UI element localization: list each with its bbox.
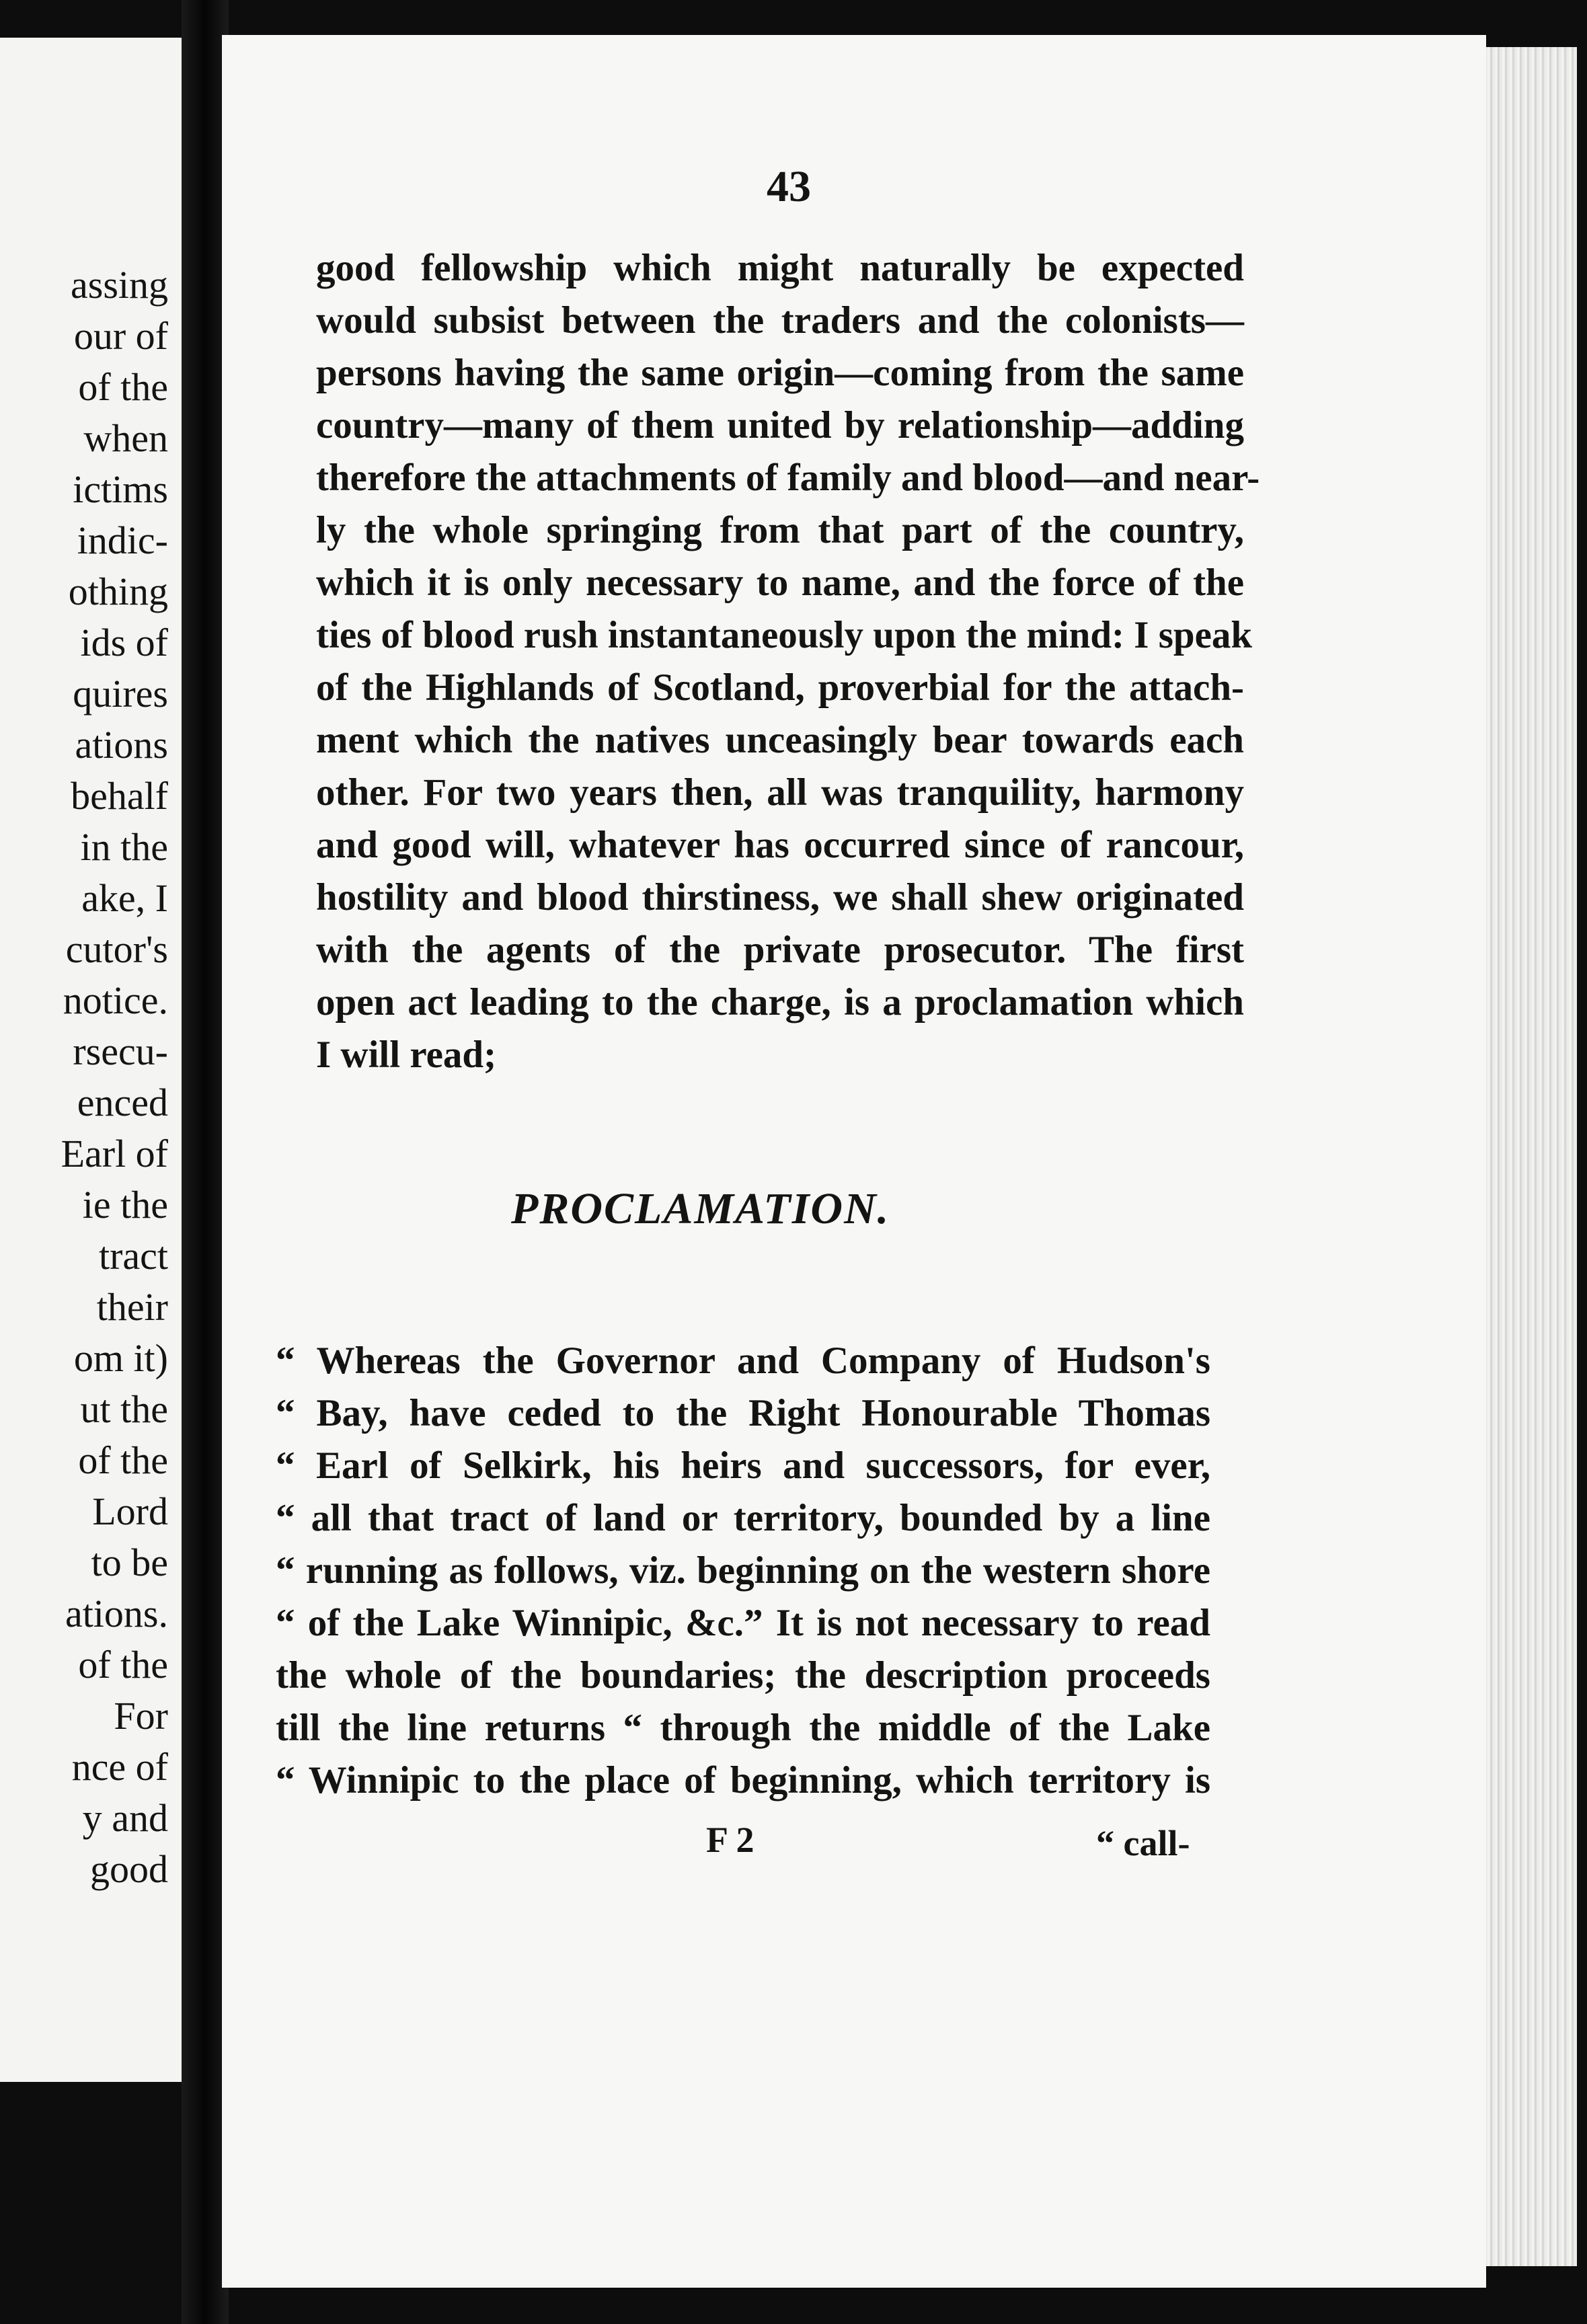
page-edges bbox=[1486, 47, 1577, 2266]
body-line: open act leading to the charge, is a proclamation which bbox=[316, 981, 1244, 1023]
left-page-line: to be bbox=[91, 1541, 168, 1584]
body-line: hostility and blood thirstiness, we shall shew originated bbox=[316, 876, 1244, 919]
left-page-line: our of bbox=[73, 314, 168, 358]
body-line: with the agents of the private prosecutor. The first bbox=[316, 929, 1244, 971]
left-page-line: ictims bbox=[73, 467, 168, 511]
proclamation-quote bbox=[276, 1335, 1210, 1807]
left-page-line: indic- bbox=[77, 518, 168, 562]
left-page-line: rsecu- bbox=[73, 1030, 168, 1073]
quote-line: “ of the Lake Winnipic, &c.” It is not necessary to read bbox=[276, 1602, 1210, 1644]
signature-mark: F 2 bbox=[706, 1820, 754, 1860]
left-page bbox=[0, 38, 195, 2082]
left-page-line: ut the bbox=[80, 1387, 168, 1431]
page-number: 43 bbox=[767, 162, 811, 211]
left-page-line: enced bbox=[77, 1081, 168, 1124]
body-line: other. For two years then, all was tranquility, harmony bbox=[316, 771, 1244, 814]
left-page-line: ake, I bbox=[81, 876, 168, 920]
left-page-line: of the bbox=[78, 365, 168, 409]
left-page-line: othing bbox=[68, 570, 168, 613]
body-line: persons having the same origin—coming from the same bbox=[316, 352, 1244, 394]
left-page-line: Lord bbox=[92, 1489, 168, 1533]
left-page-line: y and bbox=[82, 1796, 168, 1840]
left-page-line: Earl of bbox=[61, 1132, 168, 1175]
left-page-line: ations. bbox=[65, 1592, 168, 1635]
left-page-line: notice. bbox=[63, 978, 168, 1022]
quote-line: “ Bay, have ceded to the Right Honourable Thomas bbox=[276, 1392, 1210, 1434]
body-line: ly the whole springing from that part of the country, bbox=[316, 509, 1244, 551]
quote-line: “ Earl of Selkirk, his heirs and successors, for ever, bbox=[276, 1444, 1210, 1487]
body-line: and good will, whatever has occurred since of rancour, bbox=[316, 824, 1244, 866]
left-page-line: ids of bbox=[80, 621, 168, 664]
body-line: ment which the natives unceasingly bear towards each bbox=[316, 719, 1244, 761]
quote-line: “ all that tract of land or territory, bounded by a line bbox=[276, 1497, 1210, 1539]
left-page-line: of the bbox=[78, 1438, 168, 1482]
quote-line: the whole of the boundaries; the description proceeds bbox=[276, 1654, 1210, 1697]
quote-line: “ Whereas the Governor and Company of Hudson's bbox=[276, 1340, 1210, 1382]
left-page-line: cutor's bbox=[65, 927, 168, 971]
left-page-line: quires bbox=[73, 672, 168, 715]
body-line: would subsist between the traders and the colonists— bbox=[316, 299, 1244, 342]
left-page-line: assing bbox=[71, 263, 168, 307]
body-line: which it is only necessary to name, and the force of the bbox=[316, 561, 1244, 604]
left-page-line: ations bbox=[75, 723, 168, 767]
body-line: good fellowship which might naturally be expected bbox=[316, 247, 1244, 289]
left-page-line: om it) bbox=[73, 1336, 168, 1380]
body-line: country—many of them united by relationship—adding bbox=[316, 404, 1244, 447]
left-page-line: For bbox=[114, 1694, 168, 1738]
left-page-line: of the bbox=[78, 1643, 168, 1687]
left-page-line: their bbox=[96, 1285, 168, 1329]
quote-line: “ running as follows, viz. beginning on the western shore bbox=[276, 1549, 1210, 1592]
left-page-line: nce of bbox=[71, 1745, 168, 1789]
left-page-line: when bbox=[83, 416, 168, 460]
catchword: “ call- bbox=[1096, 1823, 1190, 1863]
quote-line: till the line returns “ through the middle of the Lake bbox=[276, 1707, 1210, 1749]
body-line: of the Highlands of Scotland, proverbial for the attach- bbox=[316, 666, 1244, 709]
left-page-line: good bbox=[90, 1847, 168, 1891]
body-paragraph bbox=[316, 242, 1260, 1081]
quote-line: “ Winnipic to the place of beginning, which territory is bbox=[276, 1759, 1210, 1802]
body-line: ties of blood rush instantaneously upon the mind: I speak bbox=[316, 614, 1253, 656]
left-page-line: in the bbox=[80, 825, 168, 869]
left-page-line: behalf bbox=[71, 774, 168, 818]
left-page-line: tract bbox=[98, 1234, 168, 1278]
body-line: therefore the attachments of family and blood—and near- bbox=[316, 457, 1260, 499]
proclamation-heading: PROCLAMATION. bbox=[511, 1184, 890, 1233]
left-page-line: ie the bbox=[82, 1183, 168, 1227]
body-line: I will read; bbox=[316, 1034, 497, 1076]
